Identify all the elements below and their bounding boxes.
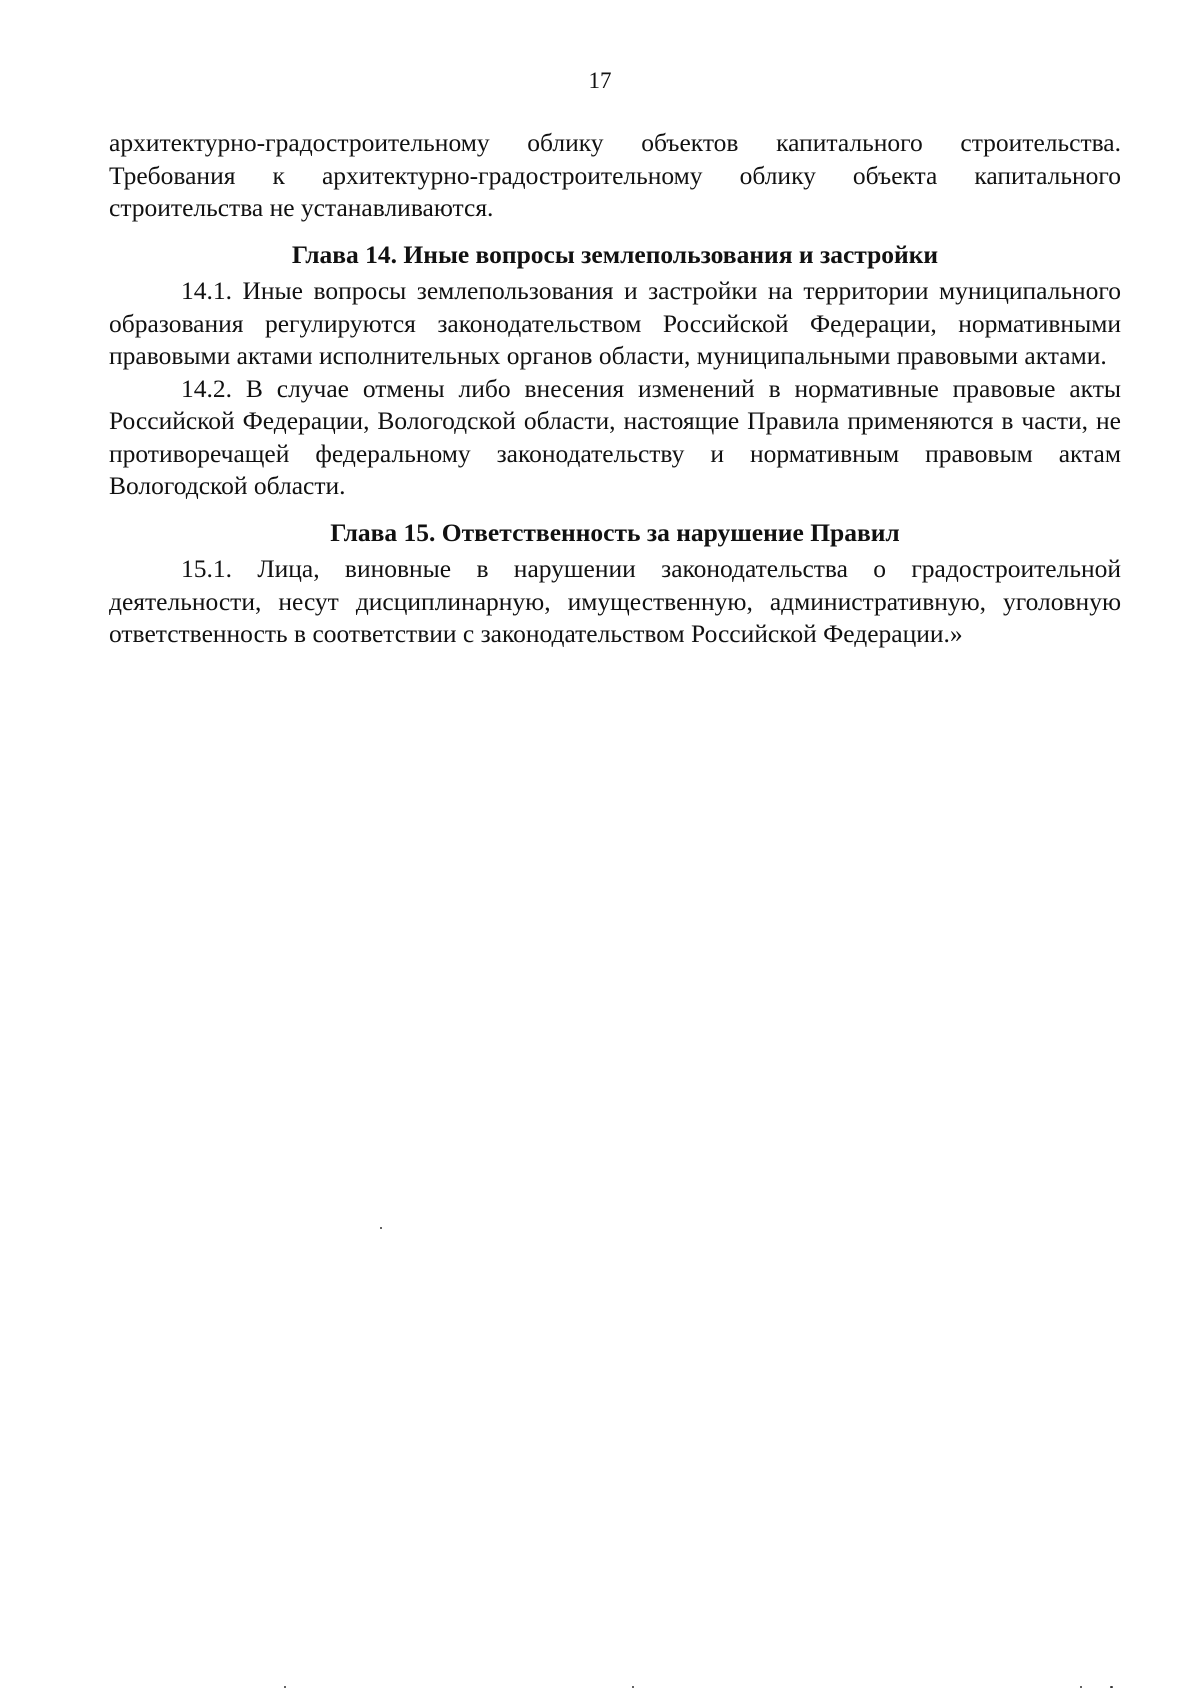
paragraph-14-1: 14.1. Иные вопросы землепользования и застройки на территории муниципального образования регулируются законодательством Российской Федерации, нормативными правовыми актами исполнительных органов области, муниципальными правовыми актами. [109, 276, 1121, 370]
paragraph-14-2: 14.2. В случае отмены либо внесения изменений в нормативные правовые акты Российской Федерации, Вологодской области, настоящие Правила применяются в части, не противоречащей федеральному законодательству и нормативным правовым актам Вологодской области. [109, 373, 1121, 500]
scan-speck [1110, 1686, 1113, 1688]
chapter-14-heading: Глава 14. Иные вопросы землепользования и застройки [291, 239, 939, 269]
scan-speck [380, 1227, 382, 1229]
scan-speck [284, 1686, 286, 1688]
intro-paragraph: архитектурно-градостроительному облику объектов капитального строительства. Требования к архитектурно-градостроительному облику объекта капитального строительства не устанавливаются. [109, 128, 1121, 222]
page-number: 17 [588, 68, 612, 93]
paragraph-15-1: 15.1. Лица, виновные в нарушении законодательства о градостроительной деятельности, несут дисциплинарную, имущественную, административную, уголовную ответственность в соответствии с законодательством Российской Федерации.» [109, 554, 1121, 648]
scan-speck [1080, 1686, 1082, 1688]
chapter-15-heading: Глава 15. Ответственность за нарушение Правил [330, 517, 900, 547]
document-body [109, 127, 1121, 651]
scan-speck [632, 1686, 634, 1688]
